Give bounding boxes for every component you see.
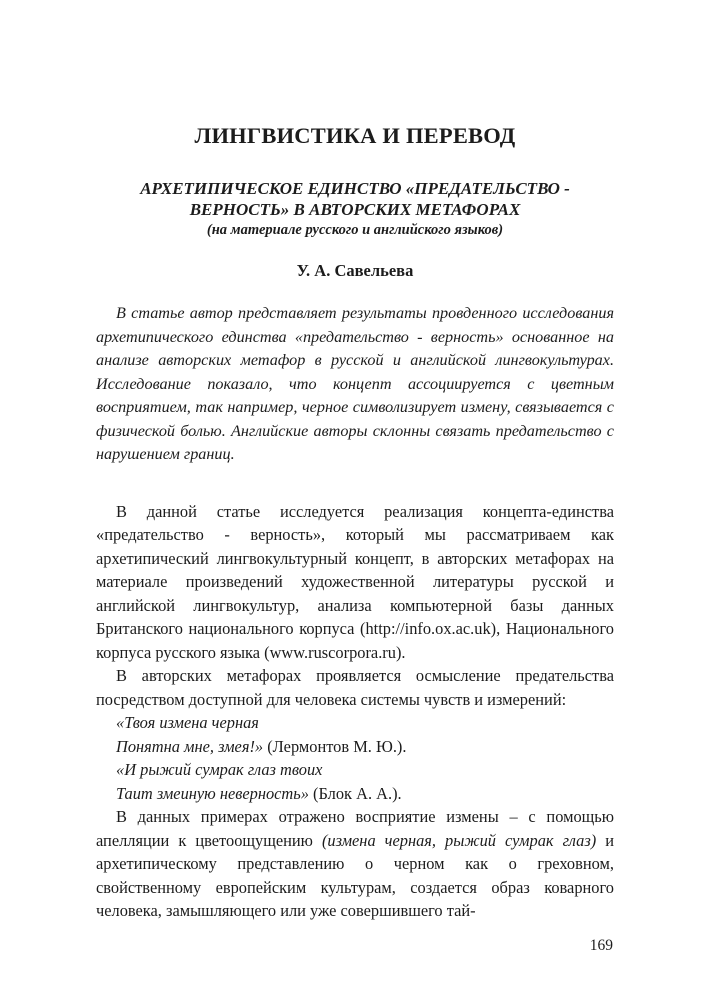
verse-line-3 [96,758,614,782]
verse-line-4 [96,782,614,806]
verse-line-2 [96,735,614,759]
body-paragraph-3 [96,805,614,923]
section-title: ЛИНГВИСТИКА И ПЕРЕВОД [194,123,516,148]
body-paragraph-3-example: (измена черная, рыжий сумрак глаз) [321,830,597,850]
article-title: АРХЕТИПИЧЕСКОЕ ЕДИНСТВО «ПРЕДАТЕЛЬСТВО - ВЕРНОСТЬ» В АВТОРСКИХ МЕТАФОРАХ [140,179,570,219]
verse-text: Понятна мне, змея!» [116,736,264,756]
page-number: 169 [589,937,613,954]
article-body [96,500,614,923]
article-page [96,122,614,923]
body-paragraph-1: В данной статье исследуется реализация концепта-единства «предательство - верность», который мы рассматриваем как архетипический лингвокультурный концепт, в авторских метафорах на материале произведений художественной литературы русской и английской лингвокультур, анализа компьютерной базы данных Британского национального корпуса (http://info.ox.ac.uk), Национального корпуса русского языка (www.ruscorpora.ru). [96,501,614,662]
verse-text: «Твоя измена черная [116,713,259,732]
body-paragraph-3-start: В данных примерах отражено восприятие измены – с помощью апелляции к цветоощущению [96,807,614,850]
body-paragraph-3-end: и архетипическому представлению о черном как о греховном, свойственному европейским культурам, создается образ коварного человека, замышляющего или уже совершившего тай- [96,830,614,920]
article-subtitle: (на материале русского и английского языков) [206,222,504,238]
verse-text: Таит змеиную неверность» [116,783,309,803]
verse-line-1 [96,711,614,735]
body-paragraph-2: В авторских метафорах проявляется осмысление предательства посредством доступной для человека системы чувств и измерений: [96,666,614,709]
author-name: У. А. Савельева [296,261,414,280]
verse-source: (Лермонтов М. Ю.). [263,736,407,756]
verse-source: (Блок А. А.). [308,783,402,803]
abstract: В статье автор представляет результаты провденного исследования архетипического единства «предательство - верность» основанное на анализе авторских метафор в русской и английской лингвокультурах. Исследование показало, что концепт ассоциируется с цветным восприятием, так например, черное символизирует измену, связывается с физической болью. Английские авторы склонны связать предательство с нарушением границ. [96,304,614,463]
verse-text: «И рыжий сумрак глаз твоих [116,760,323,779]
